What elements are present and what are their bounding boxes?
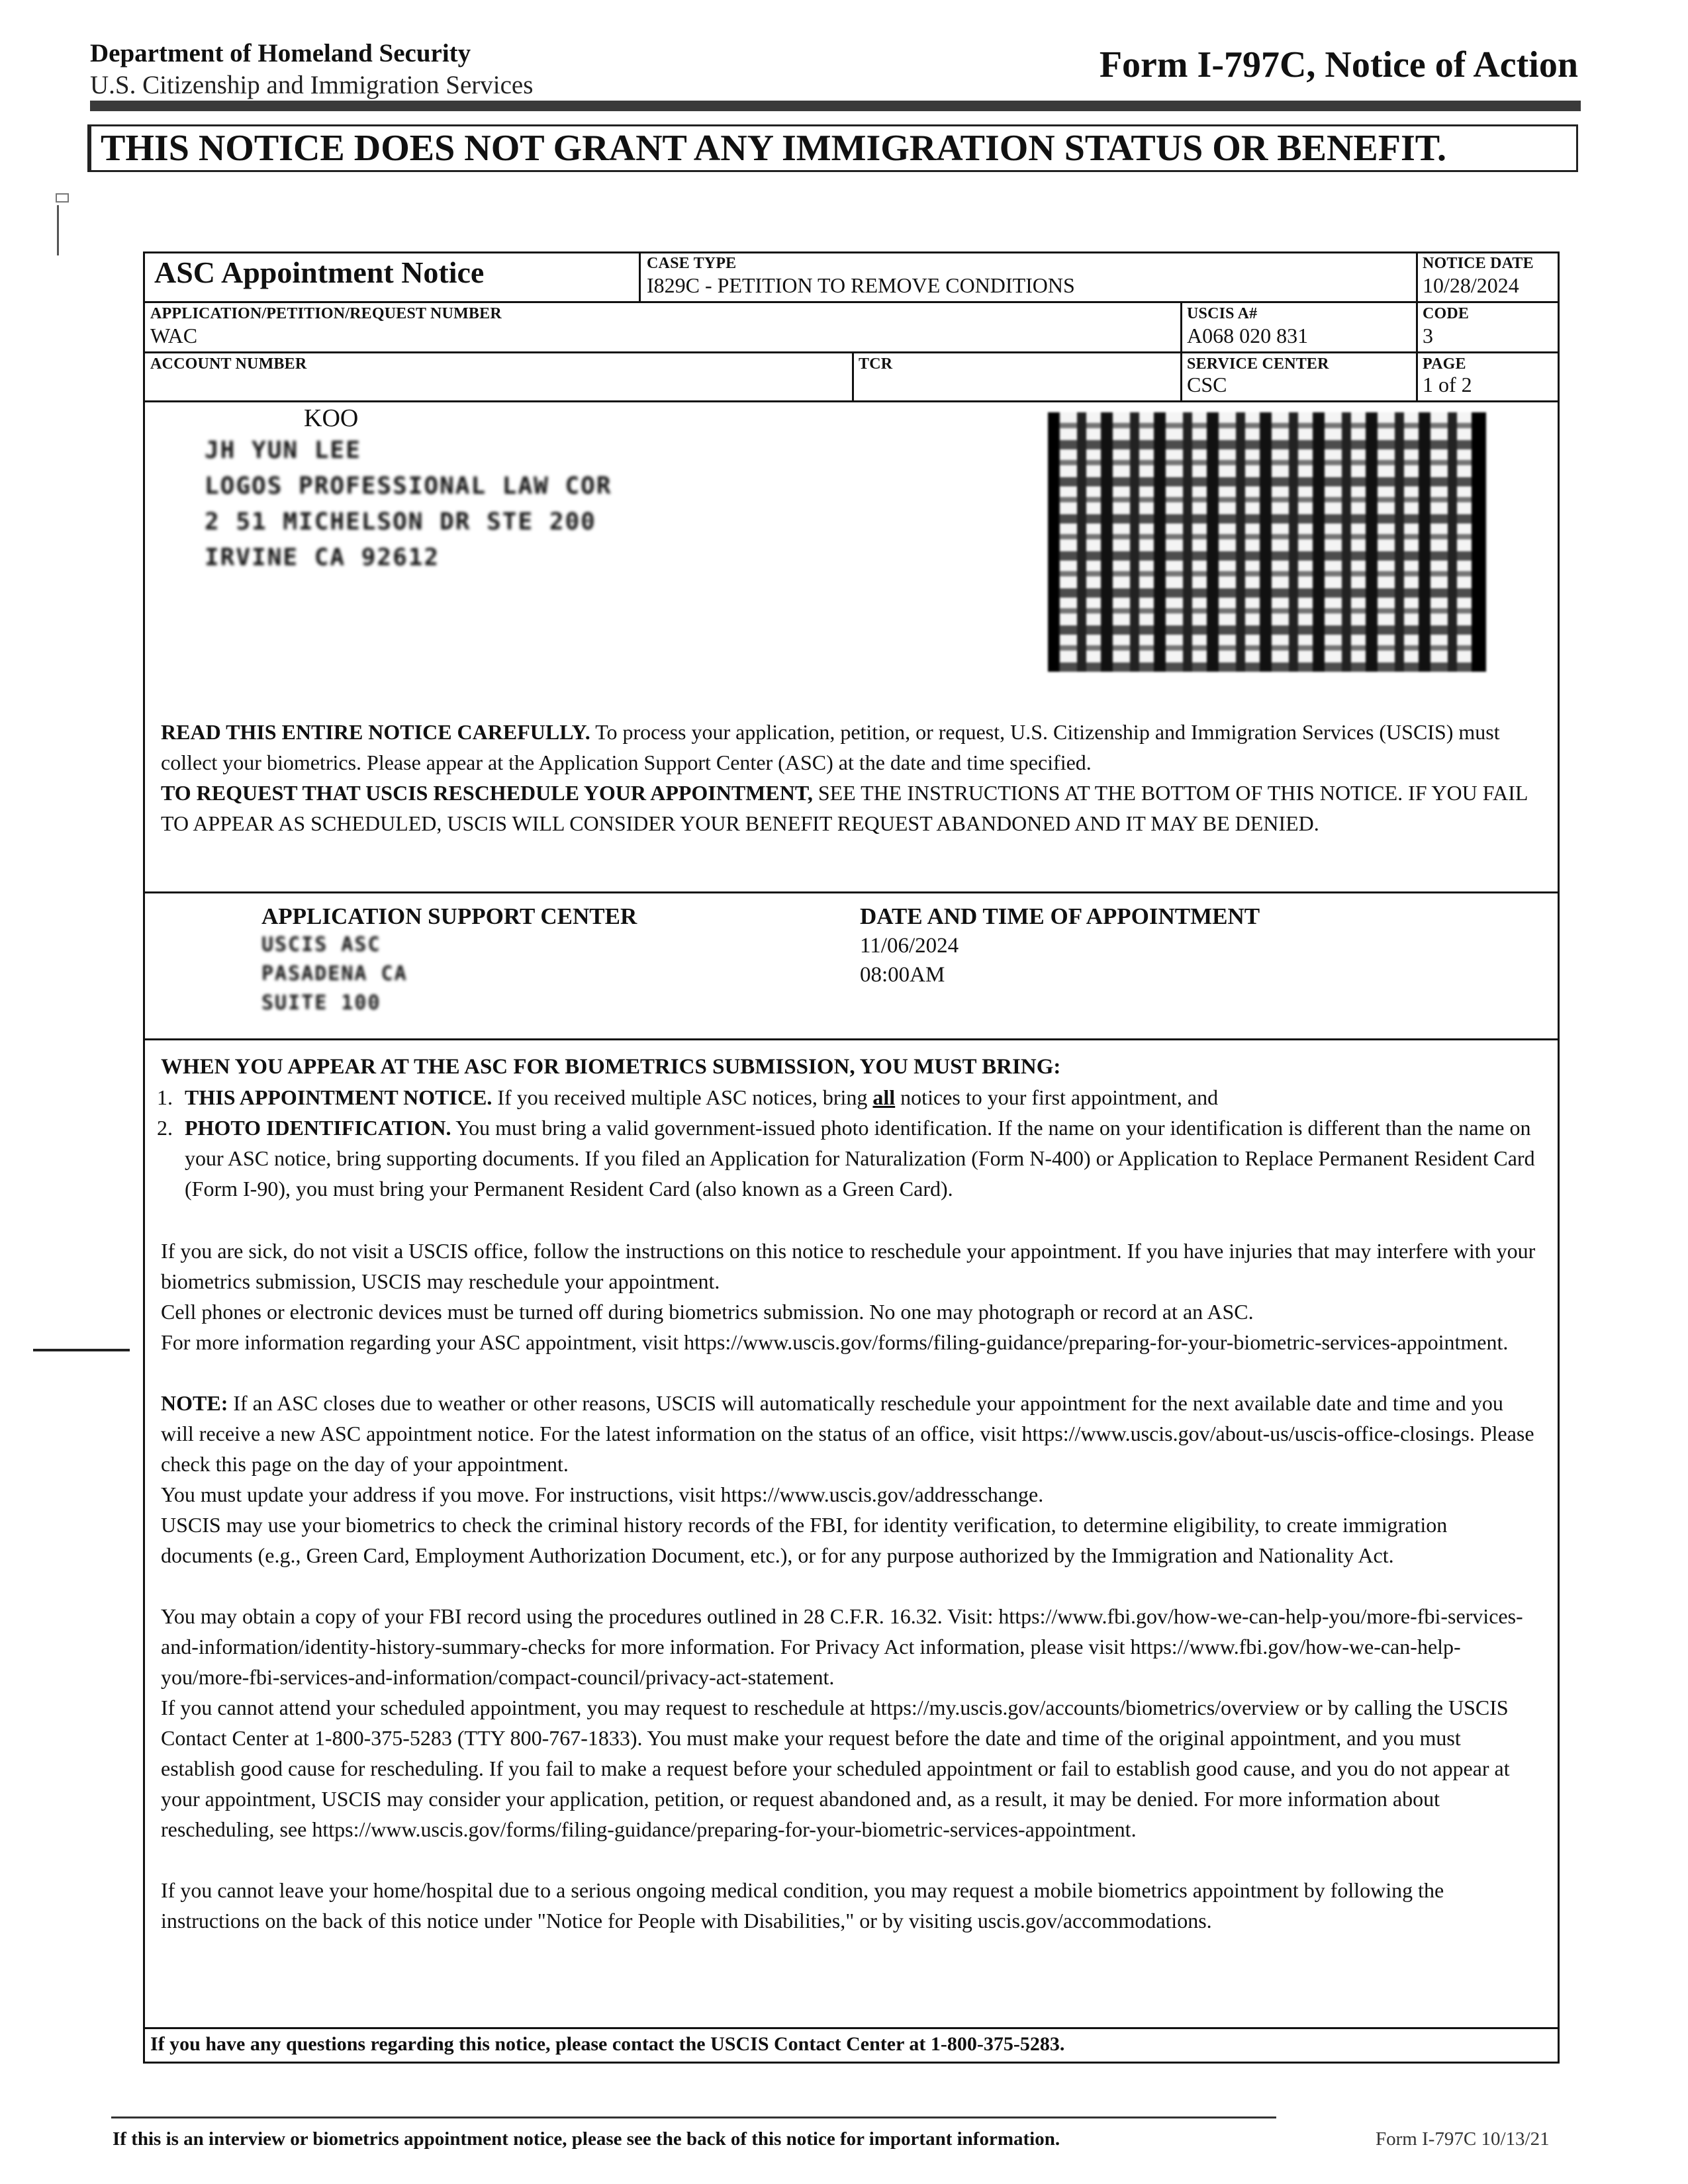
grid-line [145,400,1558,402]
appointment-date: 11/06/2024 [860,934,959,958]
item-2-text: You must bring a valid government-issued photo identification. If the name on your identification is different than the name on your ASC notice, bring supporting documents. If you filed an Application for Naturalization (Form N-400) or Application to Replace Permanent Resident Card (Form I-90), you must bring your Permanent Resident Card (also known as a Green Card). [185,1116,1535,1201]
page-label: PAGE [1423,355,1466,373]
item-1-text-end: notices to your first appointment, and [895,1085,1219,1109]
grid-line [1180,301,1182,400]
uscis-a-number-label: USCIS A# [1187,305,1258,322]
date-time-label: DATE AND TIME OF APPOINTMENT [860,903,1260,929]
grid-line [145,351,1558,353]
footer-rule [111,2116,1276,2118]
reschedule-text: SEE THE INSTRUCTIONS AT THE BOTTOM OF THIS NOTICE. IF YOU FAIL TO APPEAR AS SCHEDULED, USCIS WILL CONSIDER YOUR BENEFIT REQUEST ABANDONED AND IT MAY BE DENIED. [161,781,1528,835]
fold-mark [33,1349,130,1351]
notice-date-label: NOTICE DATE [1423,255,1534,272]
grid-line [145,1038,1558,1040]
back-of-notice-note: If this is an interview or biometrics appointment notice, please see the back of this notice for important information. [113,2128,1060,2150]
asc-address-line-3: SUITE 100 [261,991,381,1015]
recipient-name: KOO [304,404,359,432]
receipt-number-value: WAC [150,324,198,347]
note-text: If an ASC closes due to weather or other reasons, USCIS will automatically reschedule your appointment for the next available date and time and you will receive a new ASC appointment notice. For the latest information on the status of an office, visit https://www.uscis.gov/about-us/uscis-office-closings. Please check this page on the day of your appointment. [161,1391,1534,1476]
grid-line [1416,253,1418,400]
biometrics-use-paragraph: USCIS may use your biometrics to check the criminal history records of the FBI, for identity verification, to determine eligibility, to create immigration documents (e.g., Green Card, Employment Authorization Document, etc.), or for any purpose authorized by the Immigration and Nationality Act. [161,1513,1448,1567]
grid-line [145,301,1558,303]
devices-paragraph: Cell phones or electronic devices must be turned off during biometrics submission. No one may photograph or record at an ASC. [161,1300,1254,1324]
mobile-biometrics-paragraph: If you cannot leave your home/hospital due to a serious ongoing medical condition, you may request a mobile biometrics appointment by following the instructions on the back of this notice under "Notice for People with Disabilities," or by visiting uscis.gov/accommodations. [161,1878,1444,1933]
intro-paragraph-2 [161,778,1538,839]
page-value: 1 of 2 [1423,373,1472,396]
form-title: Form I-797C, Notice of Action [1099,44,1578,85]
uscis-a-number-value: A068 020 831 [1187,324,1309,347]
barcode-image [1048,412,1486,672]
header-rule [90,101,1581,111]
account-number-label: ACCOUNT NUMBER [150,355,307,373]
code-label: CODE [1423,305,1470,322]
item-1-emphasis: all [872,1085,896,1109]
grid-line [145,2027,1558,2029]
grid-line [852,351,854,400]
fbi-record-paragraph: You may obtain a copy of your FBI record using the procedures outlined in 28 C.F.R. 16.32. Visit: https://www.fbi.gov/how-we-can-help-you/more-fbi-services-and-information/identity-history-summary-checks for more information. For Privacy Act information, please visit https://www.fbi.gov/how-we-can-help-you/more-fbi-services-and-information/compact-council/privacy-act-statement. [161,1604,1523,1689]
tcr-label: TCR [859,355,893,373]
contact-center-line: If you have any questions regarding this notice, please contact the USCIS Contact Center at 1-800-375-5283. [150,2033,1065,2055]
notice-date-value: 10/28/2024 [1423,273,1519,297]
sick-paragraph: If you are sick, do not visit a USCIS office, follow the instructions on this notice to reschedule your appointment. If you have injuries that may interfere with your biometrics submission, USCIS may reschedule your appointment. [161,1239,1536,1293]
intro-heading: READ THIS ENTIRE NOTICE CAREFULLY. [161,720,590,744]
notice-box [143,251,1560,2064]
note-label: NOTE: [161,1391,228,1415]
closure-note-paragraph [161,1388,1538,1479]
item-2-heading: PHOTO IDENTIFICATION. [185,1116,451,1140]
intro-paragraph-1 [161,717,1538,778]
service-center-value: CSC [1187,373,1227,396]
item-2-number: 2. [157,1116,173,1140]
status-disclaimer-banner: THIS NOTICE DOES NOT GRANT ANY IMMIGRATION STATUS OR BENEFIT. [87,124,1578,172]
appointment-time: 08:00AM [860,963,945,987]
code-value: 3 [1423,324,1433,347]
case-type-value: I829C - PETITION TO REMOVE CONDITIONS [647,273,1075,297]
asc-address-line-2: PASADENA CA [261,962,408,985]
address-line-2: LOGOS PROFESSIONAL LAW COR [205,473,612,500]
reschedule-paragraph: If you cannot attend your scheduled appointment, you may request to reschedule at https://my.uscis.gov/accounts/biometrics/overview or by calling the USCIS Contact Center at 1-800-375-5283 (TTY 800-767-1833). You must make your request before the date and time of the original appointment, and you must establish good cause for rescheduling. If you fail to make a request before your scheduled appointment or fail to establish good cause, and you do not appear at your appointment, USCIS may consider your application, petition, or request abandoned and, as a result, it may be denied. For more information about rescheduling, see https://www.uscis.gov/forms/filing-guidance/preparing-for-your-biometric-services-appointment. [161,1696,1510,1841]
case-type-label: CASE TYPE [647,255,737,272]
bring-heading: WHEN YOU APPEAR AT THE ASC FOR BIOMETRICS SUBMISSION, YOU MUST BRING: [161,1055,1061,1079]
form-number: Form I-797C 10/13/21 [1376,2128,1550,2150]
item-1-text: If you received multiple ASC notices, bring [492,1085,873,1109]
address-line-3: 2 51 MICHELSON DR STE 200 [205,508,596,535]
asc-label: APPLICATION SUPPORT CENTER [261,903,637,929]
bring-item-1 [185,1082,1535,1113]
scan-mark-icon [56,193,69,203]
service-center-label: SERVICE CENTER [1187,355,1329,373]
receipt-number-label: APPLICATION/PETITION/REQUEST NUMBER [150,305,502,322]
margin-mark [57,205,59,255]
address-change-paragraph: You must update your address if you move. For instructions, visit https://www.uscis.gov/addresschange. [161,1482,1044,1506]
bring-item-2 [185,1113,1535,1204]
agency-name: U.S. Citizenship and Immigration Services [90,71,534,99]
item-1-number: 1. [157,1085,173,1109]
address-line-4: IRVINE CA 92612 [205,544,440,571]
asc-address-line-1: USCIS ASC [261,933,381,956]
notice-title: ASC Appointment Notice [154,255,485,289]
item-1-heading: THIS APPOINTMENT NOTICE. [185,1085,492,1109]
reschedule-heading: TO REQUEST THAT USCIS RESCHEDULE YOUR APPOINTMENT, [161,781,813,805]
more-info-paragraph: For more information regarding your ASC appointment, visit https://www.uscis.gov/forms/filing-guidance/preparing-for-your-biometric-services-appointment. [161,1330,1509,1354]
grid-line [145,891,1558,893]
department-name: Department of Homeland Security [90,39,471,68]
intro-text: To process your application, petition, or request, U.S. Citizenship and Immigration Services (USCIS) must collect your biometrics. Please appear at the Application Support Center (ASC) at the date and time specified. [161,720,1500,774]
address-line-1: JH YUN LEE [205,437,361,464]
grid-line [639,253,641,301]
